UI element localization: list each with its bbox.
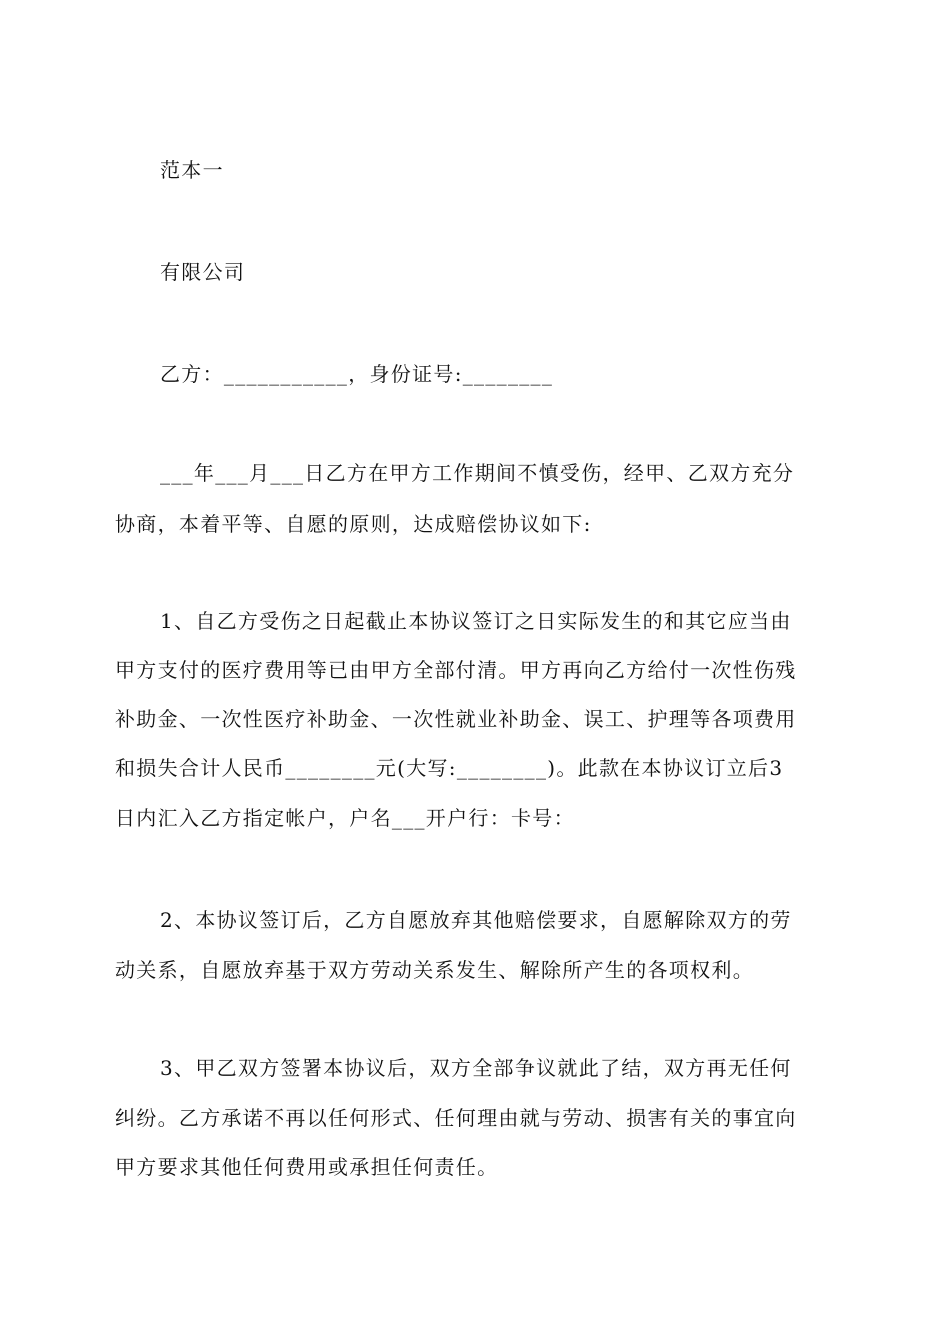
clause-3-line: 纠纷。乙方承诺不再以任何形式、任何理由就与劳动、损害有关的事宜向 — [115, 1106, 797, 1130]
intro-line: ___年___月___日乙方在甲方工作期间不慎受伤，经甲、乙双方充分 — [160, 461, 795, 485]
clause-1-line: 和损失合计人民币________元(大写:________)。此款在本协议订立后3 — [115, 756, 784, 780]
sample-heading: 范本一 — [160, 158, 224, 182]
party-b-line: 乙方：___________，身份证号:________ — [160, 362, 554, 386]
company-line: 有限公司 — [160, 260, 246, 284]
clause-2-line: 动关系，自愿放弃基于双方劳动关系发生、解除所产生的各项权利。 — [115, 958, 754, 982]
intro-line: 协商，本着平等、自愿的原则，达成赔偿协议如下: — [115, 512, 592, 536]
clause-3-line: 甲方要求其他任何费用或承担任何责任。 — [115, 1155, 499, 1179]
clause-3-line: 3、甲乙双方签署本协议后，双方全部争议就此了结，双方再无任何 — [160, 1056, 792, 1080]
clause-1-line: 甲方支付的医疗费用等已由甲方全部付清。甲方再向乙方给付一次性伤残 — [115, 658, 797, 682]
clause-1-line: 日内汇入乙方指定帐户，户名___开户行：卡号： — [115, 806, 575, 830]
clause-2-line: 2、本协议签订后，乙方自愿放弃其他赔偿要求，自愿解除双方的劳 — [160, 908, 792, 932]
clause-1-line: 1、自乙方受伤之日起截止本协议签订之日实际发生的和其它应当由 — [160, 609, 792, 633]
clause-1-line: 补助金、一次性医疗补助金、一次性就业补助金、误工、护理等各项费用 — [115, 707, 797, 731]
